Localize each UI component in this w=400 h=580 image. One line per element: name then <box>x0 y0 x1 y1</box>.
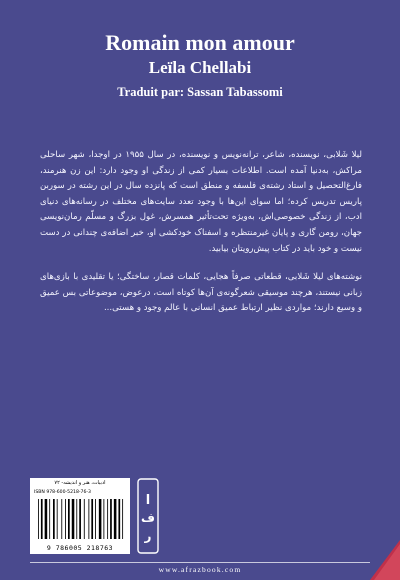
barcode-bar <box>103 499 104 539</box>
svg-text:ا: ا <box>145 493 151 508</box>
barcode-bar <box>49 499 50 539</box>
barcode-bar <box>76 499 77 539</box>
footer-divider <box>30 562 370 563</box>
barcode-bar <box>84 499 85 539</box>
barcode-isbn: ISBN 978-600-5218-76-3 <box>34 490 91 495</box>
publisher-logo-icon <box>137 478 159 554</box>
barcode-bar <box>88 499 89 539</box>
barcode-bars <box>38 499 124 539</box>
blurb-paragraph-1: لیلا شَلابی، نویسنده، شاعر، ترانه‌نویس و نویسنده، در سال ۱۹۵۵ در اوجدا، شهر ساحلی مراکش، به‌دنیا آمده است. اطلاعات بسیار کمی از زندگی او وجود دارد: این زن هنرمند، فارغ‌التحصیل و استاد رشته‌ی فلسفه و منطق است که پانزده سال در این رشته در سوربن پاریس تدریس کرده؛ اما سوای این‌ها با وجود تعدد سایت‌های مختلف در رسانه‌های دنیای ادب، از زندگی خصوصی‌اش، به‌ویژه تحت‌تأثیر همسرش، غول بزرگ و مسلّم رمان‌نویسی جهان، رومن گاری و پایان غیرمنتظره و اسفناک خودکشی او، خبر اضافه‌ی چندانی در دست نیست و خود باید در کتاب پیش‌رویتان بیابید. <box>40 150 362 254</box>
barcode-bar <box>38 499 39 539</box>
barcode-bar <box>99 499 102 539</box>
page-fold-corner <box>366 540 400 580</box>
barcode-bar <box>95 499 96 539</box>
barcode-bar <box>122 499 123 539</box>
barcode-bar <box>79 499 81 539</box>
book-author: Leïla Chellabi <box>148 58 252 77</box>
svg-text:ر: ر <box>144 529 152 543</box>
barcode-bar <box>107 499 108 539</box>
book-translator: Traduit par: Sassan Tabassomi <box>117 85 283 99</box>
barcode-bar <box>45 499 48 539</box>
barcode-bar <box>57 499 58 539</box>
barcode-bar <box>91 499 93 539</box>
barcode-bar <box>61 499 62 539</box>
barcode-bar <box>110 499 112 539</box>
barcode-bar <box>72 499 75 539</box>
barcode-bar <box>118 499 120 539</box>
book-title: Romain mon amour <box>105 30 295 55</box>
svg-text:ف: ف <box>141 511 155 525</box>
barcode-category: ادبیات، هنر و اندیشه- ۷۲ <box>54 480 106 486</box>
barcode-bar <box>68 499 70 539</box>
barcode-bar <box>65 499 66 539</box>
barcode-bar <box>41 499 43 539</box>
barcode-bar <box>114 499 117 539</box>
blurb-paragraph-2: نوشته‌های لیلا شَلابی، قطعاتی صرفاً هجایی، کلمات قصار، ساختگی؛ یا تقلیدی با بازی‌های زبانی نیستند، هرچند موسیقی شعرگونه‌ی آن‌ها کوتاه است، درعوض، موضوعاتی بس عمیق و وسیع دارند؛ مواردی نظیر ارتباط عمیق انسانی با عالم وجود و هستی... <box>40 272 362 314</box>
barcode-number: 9 786005 218763 <box>46 544 114 552</box>
blurb <box>40 148 362 317</box>
publisher-url: www.afrazbook.com <box>158 565 242 574</box>
barcode-bar <box>53 499 55 539</box>
cover-footer <box>0 470 400 580</box>
barcode-box <box>30 478 130 554</box>
